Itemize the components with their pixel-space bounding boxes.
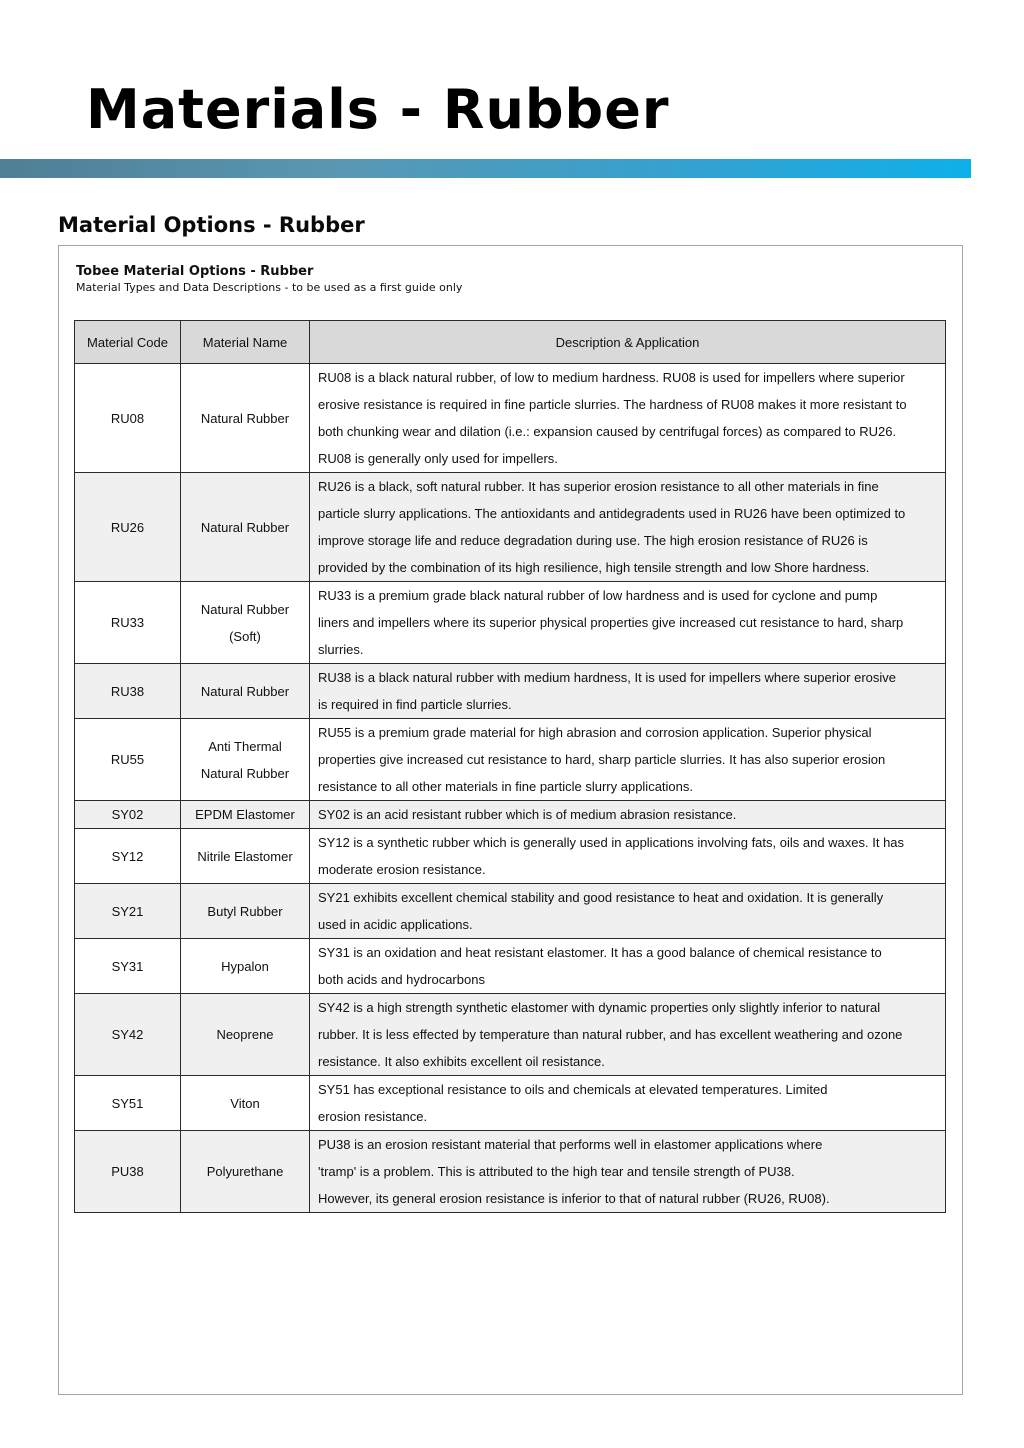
description-line: both chunking wear and dilation (i.e.: expansion caused by centrifugal forces) as compared to RU26.	[318, 424, 897, 439]
description-cell	[310, 719, 946, 801]
material-code-cell: SY12	[75, 829, 181, 884]
header-description: Description & Application	[310, 321, 946, 364]
description-line: liners and impellers where its superior physical properties give increased cut resistance to hard, sharp	[318, 615, 904, 630]
description-line: resistance to all other materials in fine particle slurry applications.	[318, 779, 694, 794]
panel-subtitle: Material Types and Data Descriptions - to be used as a first guide only	[76, 281, 463, 294]
description-line: SY51 has exceptional resistance to oils and chemicals at elevated temperatures. Limited	[318, 1082, 828, 1097]
material-code-cell: SY02	[75, 801, 181, 829]
material-code-cell: SY21	[75, 884, 181, 939]
table-row	[75, 364, 946, 473]
table-row	[75, 1131, 946, 1213]
table-row	[75, 664, 946, 719]
material-name-line: Natural Rubber	[200, 765, 290, 781]
description-cell	[310, 1076, 946, 1131]
material-name-cell	[181, 939, 310, 994]
material-name-line: Anti Thermal	[208, 738, 282, 754]
material-name-line: Natural Rubber	[200, 519, 290, 535]
description-line: 'tramp' is a problem. This is attributed to the high tear and tensile strength of PU38.	[318, 1164, 795, 1179]
section-heading: Material Options - Rubber	[58, 213, 365, 237]
material-name-line: Neoprene	[216, 1027, 274, 1042]
table-row	[75, 884, 946, 939]
material-name-cell	[181, 719, 310, 801]
material-name-cell	[181, 582, 310, 664]
header-material-code: Material Code	[75, 321, 181, 364]
materials-table-body	[75, 364, 946, 1213]
material-name-cell	[181, 1131, 310, 1213]
table-row	[75, 473, 946, 582]
description-line: However, its general erosion resistance is inferior to that of natural rubber (RU26, RU08).	[318, 1191, 830, 1206]
description-line: SY42 is a high strength synthetic elastomer with dynamic properties only slightly inferior to natural	[318, 1000, 881, 1015]
table-header-row	[75, 321, 946, 364]
description-line: particle slurry applications. The antioxidants and antidegradents used in RU26 have been optimized to	[318, 506, 906, 521]
description-cell	[310, 994, 946, 1076]
description-line: erosion resistance.	[318, 1109, 428, 1124]
table-row	[75, 719, 946, 801]
material-code-cell: RU38	[75, 664, 181, 719]
description-line: erosive resistance is required in fine particle slurries. The hardness of RU08 makes it more resistant to	[318, 397, 907, 412]
description-line: RU33 is a premium grade black natural rubber of low hardness and is used for cyclone and pump	[318, 588, 878, 603]
material-name-line: Natural Rubber	[200, 683, 290, 699]
material-name-line: Butyl Rubber	[207, 903, 283, 919]
material-name-cell	[181, 664, 310, 719]
description-line: improve storage life and reduce degradation during use. The high erosion resistance of RU26 is	[318, 533, 868, 548]
material-code-cell: RU26	[75, 473, 181, 582]
material-code-cell: RU55	[75, 719, 181, 801]
material-name-cell	[181, 1076, 310, 1131]
material-name-cell	[181, 994, 310, 1076]
material-name-cell	[181, 884, 310, 939]
description-line: PU38 is an erosion resistant material that performs well in elastomer applications where	[318, 1137, 823, 1152]
material-name-line: EPDM Elastomer	[195, 807, 295, 822]
material-name-line: Polyurethane	[206, 1164, 284, 1179]
description-line: RU26 is a black, soft natural rubber. It has superior erosion resistance to all other materials in fine	[318, 479, 879, 494]
description-cell	[310, 473, 946, 582]
material-name-cell	[181, 801, 310, 829]
description-cell	[310, 582, 946, 664]
material-code-cell: SY51	[75, 1076, 181, 1131]
description-line: rubber. It is less effected by temperature than natural rubber, and has excellent weathering and ozone	[318, 1027, 903, 1042]
description-line: SY02 is an acid resistant rubber which is of medium abrasion resistance.	[318, 807, 737, 822]
description-line: RU38 is a black natural rubber with medium hardness, It is used for impellers where superior erosive	[318, 670, 897, 685]
description-line: slurries.	[318, 642, 364, 657]
header-material-name: Material Name	[181, 321, 310, 364]
material-name-cell	[181, 364, 310, 473]
description-line: RU08 is a black natural rubber, of low to medium hardness. RU08 is used for impellers where superior	[318, 370, 905, 385]
description-line: SY21 exhibits excellent chemical stability and good resistance to heat and oxidation. It is generally	[318, 890, 884, 905]
material-code-cell: RU33	[75, 582, 181, 664]
material-name-line: Natural Rubber	[200, 601, 290, 617]
page-title: Materials - Rubber	[86, 78, 670, 141]
description-line: provided by the combination of its high resilience, high tensile strength and low Shore hardness.	[318, 560, 870, 575]
description-line: RU55 is a premium grade material for high abrasion and corrosion application. Superior physical	[318, 725, 872, 740]
description-cell	[310, 664, 946, 719]
material-name-line: Natural Rubber	[200, 410, 290, 426]
description-cell	[310, 801, 946, 829]
description-line: RU08 is generally only used for impellers.	[318, 451, 558, 466]
material-code-cell: SY42	[75, 994, 181, 1076]
material-code-cell: RU08	[75, 364, 181, 473]
panel-title: Tobee Material Options - Rubber	[76, 264, 314, 279]
description-line: resistance. It also exhibits excellent oil resistance.	[318, 1054, 605, 1069]
table-row	[75, 829, 946, 884]
description-line: is required in find particle slurries.	[318, 697, 512, 712]
material-code-cell: SY31	[75, 939, 181, 994]
table-row	[75, 582, 946, 664]
material-name-cell	[181, 473, 310, 582]
description-cell	[310, 884, 946, 939]
description-cell	[310, 1131, 946, 1213]
material-code-cell: PU38	[75, 1131, 181, 1213]
description-cell	[310, 939, 946, 994]
title-accent-bar	[0, 159, 971, 178]
material-name-line: Hypalon	[221, 958, 269, 974]
description-cell	[310, 829, 946, 884]
description-line: moderate erosion resistance.	[318, 862, 486, 877]
description-cell	[310, 364, 946, 473]
materials-table	[74, 320, 946, 1213]
material-name-line: Nitrile Elastomer	[197, 848, 293, 864]
description-line: SY12 is a synthetic rubber which is generally used in applications involving fats, oils and waxes. It has	[318, 835, 905, 850]
table-row	[75, 994, 946, 1076]
description-line: SY31 is an oxidation and heat resistant elastomer. It has a good balance of chemical resistance to	[318, 945, 882, 960]
description-line: used in acidic applications.	[318, 917, 473, 932]
material-name-line: (Soft)	[229, 628, 261, 644]
material-name-cell	[181, 829, 310, 884]
material-name-line: Viton	[230, 1095, 260, 1111]
table-row	[75, 939, 946, 994]
description-line: properties give increased cut resistance to hard, sharp particle slurries. It has also superior erosion	[318, 752, 886, 767]
table-row	[75, 1076, 946, 1131]
description-line: both acids and hydrocarbons	[318, 972, 485, 987]
table-row	[75, 801, 946, 829]
